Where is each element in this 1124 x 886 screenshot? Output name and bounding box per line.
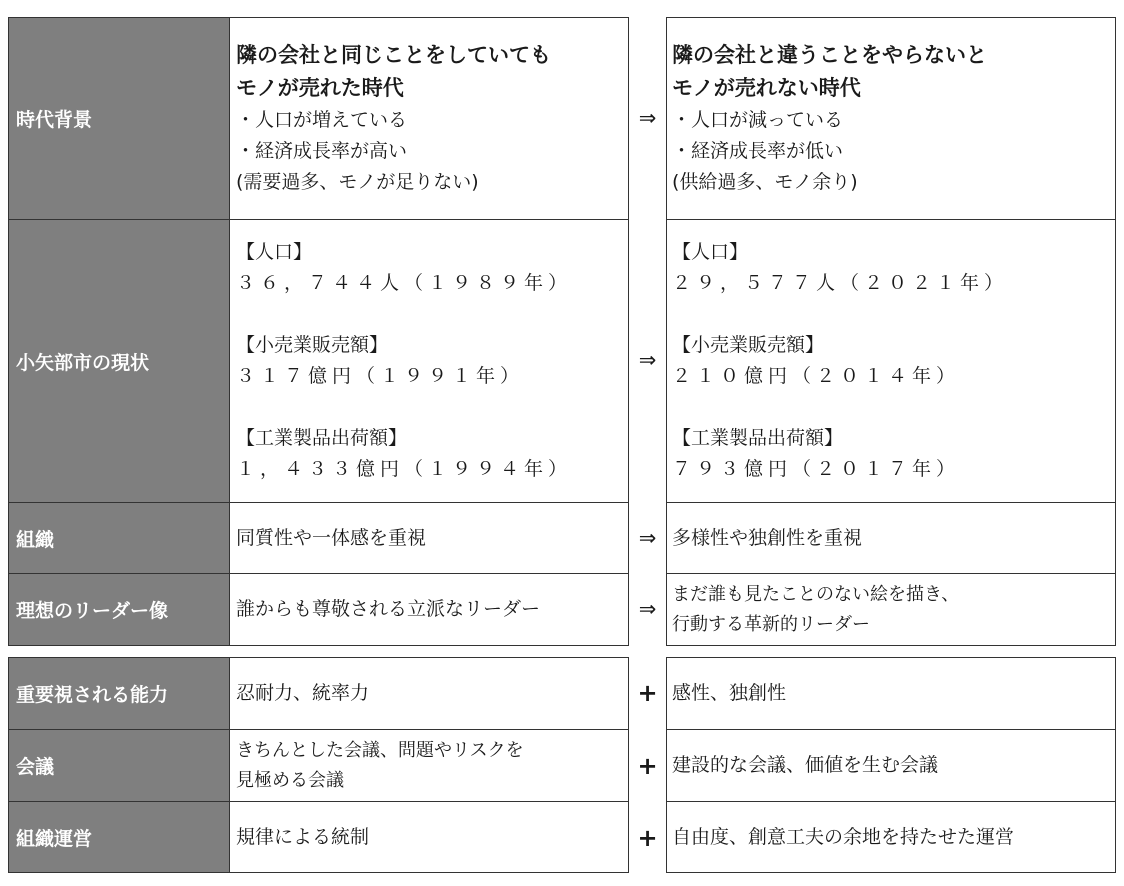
management-before-text: 規律による統制 <box>236 825 370 848</box>
era-before-title-1: 隣の会社と同じことをしていても <box>236 43 551 67</box>
row-label-meetings: 会議 <box>9 730 230 801</box>
row-label-city-status: 小矢部市の現状 <box>9 220 230 502</box>
table-row <box>667 503 1115 574</box>
table-row <box>9 730 628 802</box>
meetings-before-line-1: きちんとした会議、問題やリスクを <box>236 739 524 761</box>
cell-meetings-after <box>667 730 1115 801</box>
city-after-retail: ２１０億円（２０１４年） <box>672 365 961 387</box>
city-before-heading-population: 【人口】 <box>236 241 313 263</box>
table-row <box>667 220 1115 503</box>
plus-icon: + <box>637 752 658 780</box>
abilities-before-text: 忍耐力、統率力 <box>236 682 370 704</box>
table-after-top <box>666 17 1116 646</box>
abilities-after-text: 感性、独創性 <box>672 682 787 704</box>
cell-city-after <box>667 220 1115 502</box>
table-row <box>667 658 1115 730</box>
table-row <box>9 574 628 646</box>
table-before-top <box>8 17 629 646</box>
cell-management-before <box>230 802 628 872</box>
cell-organization-after <box>667 503 1115 573</box>
cell-organization-before <box>230 503 628 573</box>
city-after-population: ２９，５７７人（２０２１年） <box>672 272 1009 294</box>
arrow-icon: ⇒ <box>638 348 657 372</box>
era-after-line-3: (供給過多、モノ余り) <box>672 171 858 193</box>
leader-after-line-2: 行動する革新的リーダー <box>672 613 870 635</box>
arrow-icon: ⇒ <box>638 106 657 130</box>
era-before-title-2: モノが売れた時代 <box>236 76 404 100</box>
era-after-line-2: ・経済成長率が低い <box>672 140 844 162</box>
table-row <box>9 658 628 730</box>
cell-era-after <box>667 18 1115 219</box>
table-row <box>9 802 628 873</box>
table-row <box>9 220 628 503</box>
table-row <box>9 503 628 574</box>
organization-before-text: 同質性や一体感を重視 <box>236 526 427 549</box>
city-after-heading-industrial: 【工業製品出荷額】 <box>672 427 844 449</box>
leader-before-text: 誰からも尊敬される立派なリーダー <box>236 598 541 620</box>
row-label-organization: 組織 <box>9 503 230 573</box>
meetings-after-text: 建設的な会議、価値を生む会議 <box>672 754 939 776</box>
era-after-title-2: モノが売れない時代 <box>672 76 861 100</box>
table-row <box>667 18 1115 220</box>
era-after-line-1: ・人口が減っている <box>672 109 844 131</box>
cell-management-after <box>667 802 1115 872</box>
cell-abilities-after <box>667 658 1115 729</box>
arrow-icon: ⇒ <box>638 597 657 621</box>
organization-after-text: 多様性や独創性を重視 <box>672 526 863 549</box>
city-before-industrial: １，４３３億円（１９９４年） <box>236 458 573 480</box>
city-before-heading-retail: 【小売業販売額】 <box>236 334 389 356</box>
city-after-heading-retail: 【小売業販売額】 <box>672 334 825 356</box>
city-after-heading-population: 【人口】 <box>672 241 749 263</box>
cell-leader-before <box>230 574 628 645</box>
era-after-title-1: 隣の会社と違うことをやらないと <box>672 43 987 67</box>
table-row <box>667 802 1115 873</box>
row-label-key-abilities: 重要視される能力 <box>9 658 230 729</box>
city-after-industrial: ７９３億円（２０１７年） <box>672 458 961 480</box>
era-before-line-3: (需要過多、モノが足りない) <box>236 171 479 193</box>
plus-icon: + <box>637 824 658 852</box>
meetings-before-line-2: 見極める会議 <box>236 769 344 791</box>
cell-abilities-before <box>230 658 628 729</box>
leader-after-line-1: まだ誰も見たことのない絵を描き、 <box>672 583 960 605</box>
era-before-line-1: ・人口が増えている <box>236 109 408 131</box>
table-row <box>9 18 628 220</box>
city-before-heading-industrial: 【工業製品出荷額】 <box>236 427 408 449</box>
table-after-bottom <box>666 657 1116 873</box>
row-label-era: 時代背景 <box>9 18 230 219</box>
cell-city-before <box>230 220 628 502</box>
cell-meetings-before <box>230 730 628 801</box>
table-row <box>667 730 1115 802</box>
city-before-population: ３６，７４４人（１９８９年） <box>236 272 573 294</box>
cell-leader-after <box>667 574 1115 645</box>
row-label-ideal-leader: 理想のリーダー像 <box>9 574 230 645</box>
arrow-icon: ⇒ <box>638 526 657 550</box>
era-before-line-2: ・経済成長率が高い <box>236 140 408 162</box>
city-before-retail: ３１７億円（１９９１年） <box>236 365 525 387</box>
management-after-text: 自由度、創意工夫の余地を持たせた運営 <box>672 825 1015 848</box>
row-label-org-management: 組織運営 <box>9 802 230 872</box>
cell-era-before <box>230 18 628 219</box>
plus-icon: + <box>637 679 658 707</box>
table-row <box>667 574 1115 646</box>
table-before-bottom <box>8 657 629 873</box>
